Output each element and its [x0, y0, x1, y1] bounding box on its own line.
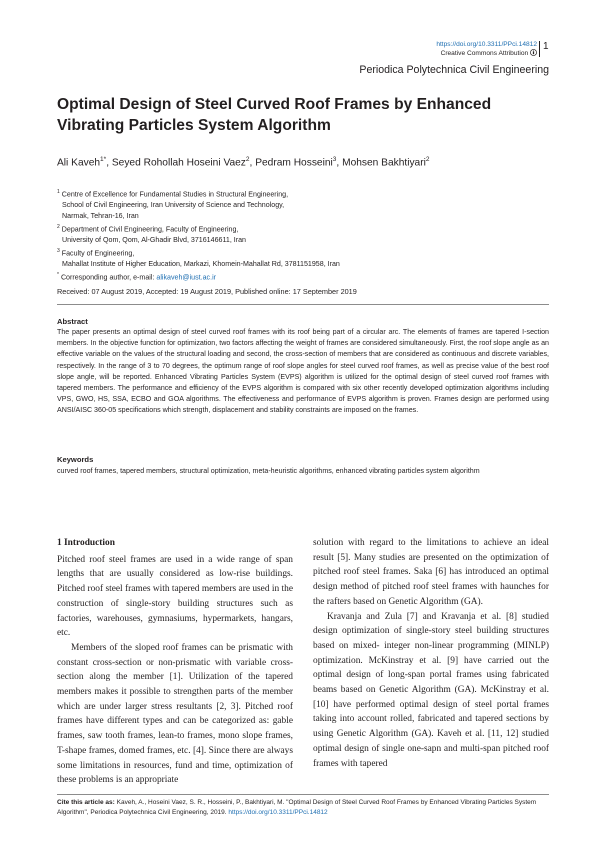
affiliation-line: $^2$ Department of Civil Engineering, Faculty of Engineering, — [57, 223, 239, 234]
corresponding-author: * Corresponding author, e-mail: alikaveh@iust.ac.ir — [57, 271, 217, 282]
affiliations — [57, 187, 527, 283]
header-meta — [436, 40, 537, 58]
affiliation-line: Mahallat Institute of Higher Education, Markazi, Khomein-Mahallat Rd, 3781151958, Iran — [62, 259, 340, 268]
doi-link[interactable]: https://doi.org/10.3311/PPci.14812 — [436, 41, 537, 48]
author-name: Mohsen Bakhtiyari — [342, 157, 426, 169]
footer-divider — [57, 794, 549, 795]
article-title: Optimal Design of Steel Curved Roof Frames by Enhanced Vibrating Particles System Algorithm — [57, 96, 492, 134]
author-sup: 2 — [245, 156, 250, 163]
publication-dates: Received: 07 August 2019, Accepted: 19 August 2019, Published online: 17 September 2019 — [57, 287, 357, 296]
cite-text: Kaveh, A., Hoseini Vaez, S. R., Hosseini, P., Bakhtiyari, M. "Optimal Design of Steel Curved Roof Frames by Enhanced Vibrating Particles System Algorithm", Periodica Polytechnica Civil Engineering, 2019. — [57, 799, 537, 816]
author-sup: 1* — [100, 156, 107, 163]
divider — [57, 304, 549, 305]
affiliation-line: University of Qom, Qom, Al-Ghadir Blvd, 3716146611, Iran — [62, 235, 246, 244]
creative-commons-attribution-icon — [530, 49, 537, 56]
keywords-heading: Keywords — [57, 455, 94, 464]
abstract-heading: Abstract — [57, 317, 88, 326]
section-heading: 1 Introduction — [57, 538, 115, 548]
keywords-text: curved roof frames, tapered members, structural optimization, meta-heuristic algorithms, enhanced vibrating particles system algorithm — [57, 467, 480, 475]
author-sup: 2 — [425, 156, 430, 163]
corresponding-email-link[interactable]: alikaveh@iust.ac.ir — [156, 273, 217, 282]
paragraph: Kravanja and Zula [7] and Kravanja et al. [8] studied design optimization of single-story steel building structures based on mixed- integer non-linear programming (MINLP) optimization. McKinstray et al. [9] have carried out the optimal design of long-span portal frames using fabricated beams based on Genetic Algorithm (GA). McKinstray et al. [10] have performed optimal design of steel portal frames taking into account rolled, fabricated and tapered sections by using Genetic Algorithm (GA). Kaveh et al. [11, 12] studied optimal design of single one-sapn and multi-span pitched roof frames with tapered — [313, 611, 549, 769]
affiliation-line: School of Civil Engineering, Iran University of Science and Technology, — [62, 201, 285, 210]
affiliation-line: Narmak, Tehran-16, Iran — [62, 211, 139, 220]
citation — [57, 798, 557, 817]
affiliation-line: $^3$ Faculty of Engineering, — [57, 247, 135, 258]
cite-label: Cite this article as: — [57, 799, 115, 806]
author-name: Seyed Rohollah Hoseini Vaez — [111, 157, 246, 169]
cite-doi-link[interactable]: https://doi.org/10.3311/PPci.14812 — [228, 808, 328, 816]
author-name: Ali Kaveh — [57, 157, 101, 169]
affiliation-line: $^1$ Centre of Excellence for Fundamental Studies in Structural Engineering, — [57, 189, 289, 199]
author-list: Ali Kaveh$^{1*}$, Seyed Rohollah Hoseini Vaez$^2$, Pedram Hosseini$^3$, Mohsen Bakhtiyari$^2$ — [57, 156, 430, 169]
paragraph: solution with regard to the limitations to achieve an ideal result [5]. Many studies are presented on the optimization of pitched roof steel frames. Saka [6] has introduced an optimal design method of pitched roof steel frames with haunches for the rafters based on Genetic Algorithm (GA). — [313, 538, 549, 607]
license-label: Creative Commons Attribution — [440, 50, 529, 57]
paragraph: Members of the sloped roof frames can be prismatic with constant cross-section or non-prismatic with variable cross-section along the member [1]. Utilization of the tapered members makes it possible to strengthen parts of the member which are under larger stress resultants [2, 3]. Pitched roof frames have different types and can be categorized as: gable frames, saw tooth frames, lean-to frames, mono slope frames, T-shape frames, domed frames, etc. [4]. Since there are always some limitations in resources, fund and time, optimization of these problems is an appropriate — [57, 642, 293, 786]
header-divider — [539, 41, 540, 57]
body-column-right — [313, 536, 549, 771]
page-number: 1 — [543, 41, 549, 52]
author-name: Pedram Hosseini — [255, 157, 333, 169]
body-column-left — [57, 536, 293, 788]
abstract-text: The paper presents an optimal design of steel curved roof frames with its roof being part of a circular arc. The elements of frames are tapered I-section members. In the objective function for optimization, two factors affecting the weight of frames are considered simultaneously. First, the roof slope angle as an effective variable on the values of the structural loading and second, the cross-section of members that are considered as continuous and discrete variables, respectively. In the range of 3 to 70 degrees, the optimum range of roof slope angles for steel curved roof frames, as well as precise value of the best roof slope angle, will be reported. Enhanced Vibrating Particles System (EVPS) algorithm is utilized for the optimal design of steel curved roof frames with tapered members. The performance and efficiency of the EVPS algorithm is compared with six other recently developed optimization algorithms including VPS, GWO, HS, SSA, ECBO and GOA algorithms. The effectiveness and performance of EVPS algorithm is proven. Frames design are performed using ANSI/AISC 360-05 specifications which strength, displacement and stability constraints are imposed on the frames. — [57, 328, 549, 415]
paragraph: Pitched roof steel frames are used in a wide range of span lengths that are usually considered as low-rise buildings. Pitched roof steel frames with tapered members are used in the construction of single-story building structures such as factories, warehouses, gymnasiums, hypermarkets, hangars, etc. — [57, 554, 293, 639]
author-sup: 3 — [332, 156, 337, 163]
journal-name: Periodica Polytechnica Civil Engineering — [359, 64, 549, 76]
